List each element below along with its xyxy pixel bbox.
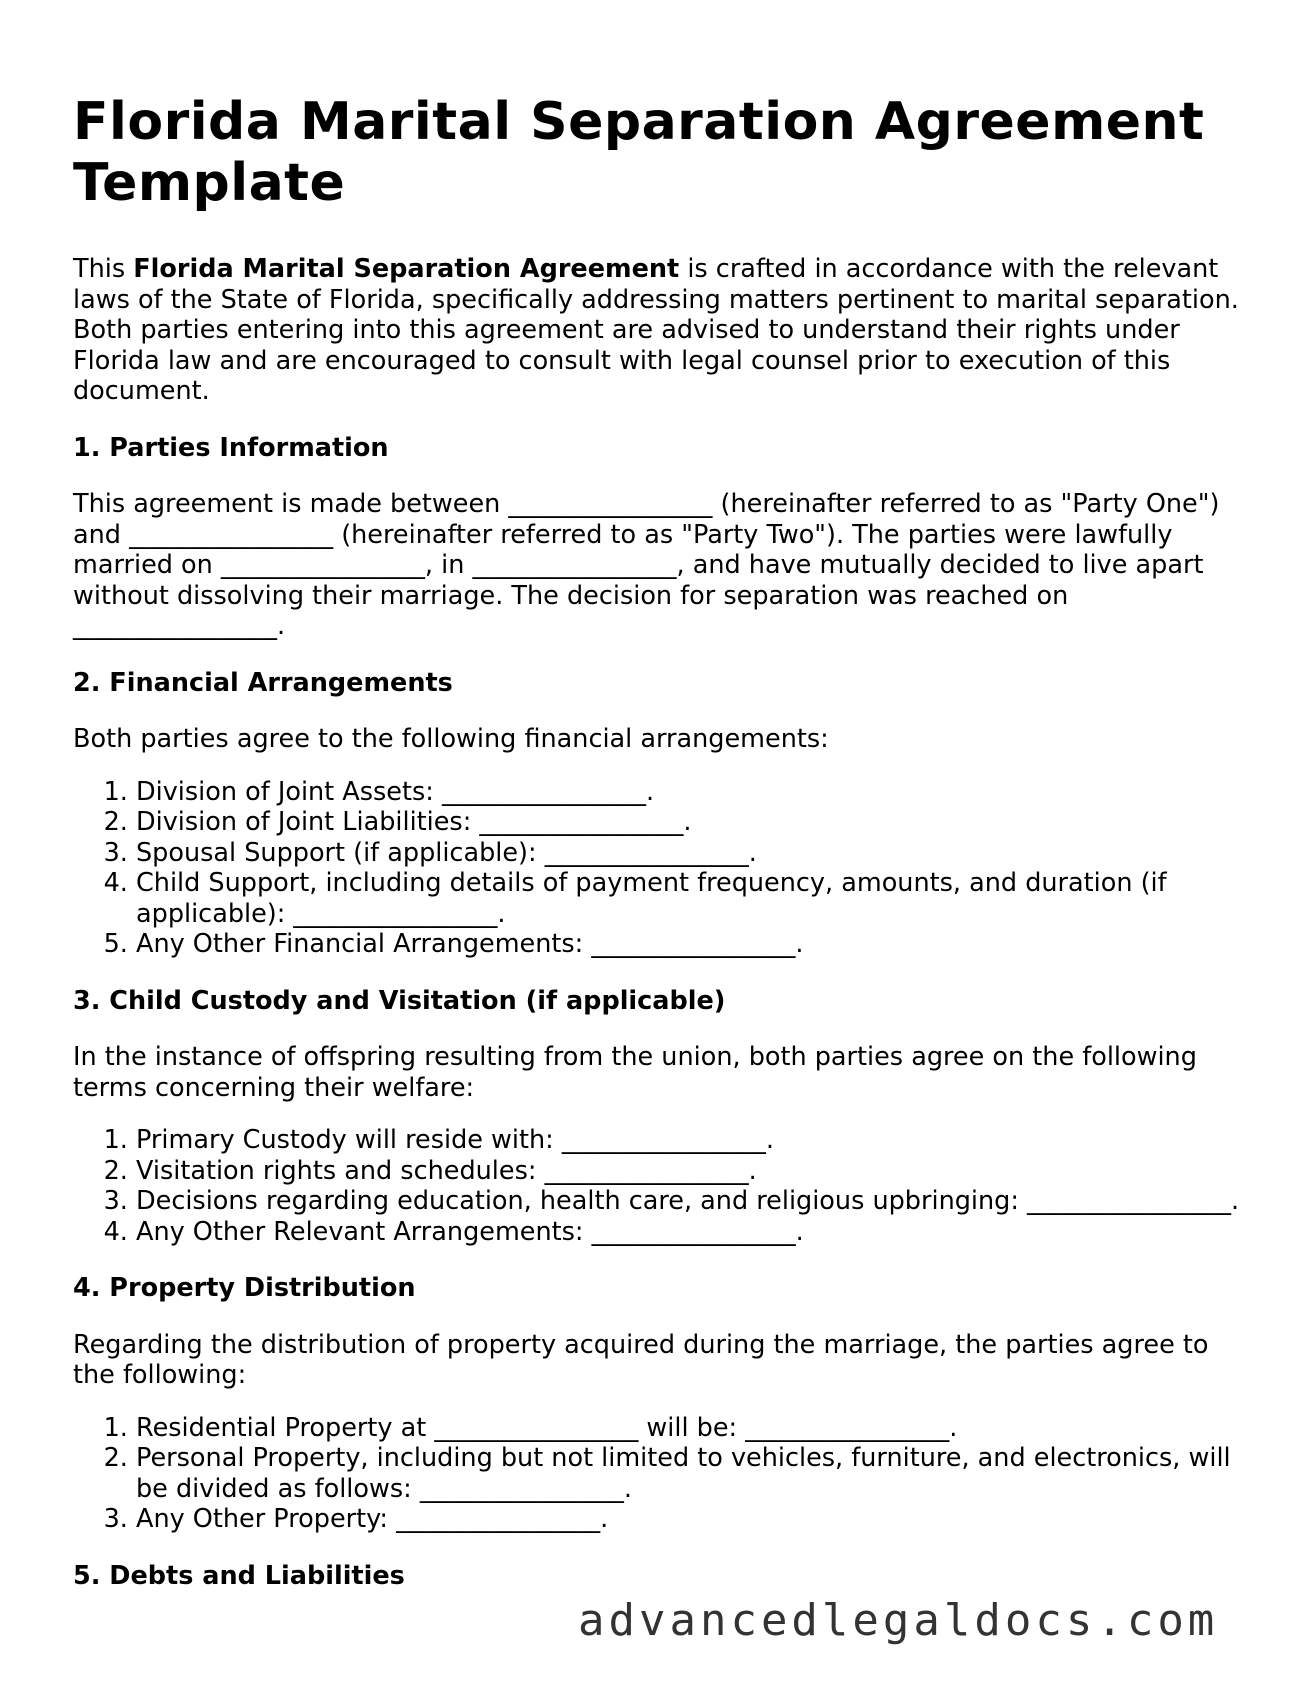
list-item-text: .: [623, 1473, 632, 1504]
child-support-blank[interactable]: ________________: [293, 898, 498, 929]
list-item-text: Personal Property, including but not limited to vehicles, furniture, and electronics, will be divided as follows:: [136, 1443, 1231, 1504]
section-4-heading: 4. Property Distribution: [73, 1273, 416, 1303]
list-item-text: Decisions regarding education, health care, and religious upbringing:: [136, 1186, 1028, 1216]
custody-list: [73, 1125, 1243, 1247]
separation-date-blank[interactable]: ________________: [73, 611, 277, 641]
list-item-text: .: [683, 807, 692, 837]
property-list: [73, 1413, 1243, 1535]
financial-intro: Both parties agree to the following financial arrangements:: [73, 724, 829, 754]
spousal-support-blank[interactable]: ________________: [544, 837, 749, 868]
parties-text: , in: [424, 550, 473, 580]
document-title: Florida Marital Separation Agreement Template: [73, 92, 1205, 213]
list-item: [136, 1413, 1243, 1444]
joint-liabilities-blank[interactable]: ________________: [479, 807, 684, 837]
residential-outcome-blank[interactable]: ________________: [745, 1412, 950, 1443]
document-page: [73, 92, 1243, 1617]
list-item: [136, 868, 1243, 929]
parties-text: (hereinafter referred to as "Party Two"). The parties were lawfully married on: [73, 519, 1173, 580]
list-item-text: .: [795, 1216, 804, 1247]
list-item-text: Residential Property at: [136, 1412, 435, 1443]
list-item-text: .: [949, 1412, 958, 1443]
intro-paragraph: [73, 254, 1243, 407]
list-item-text: .: [600, 1504, 609, 1534]
list-item-text: Any Other Property:: [136, 1504, 397, 1534]
marriage-date-blank[interactable]: ________________: [220, 550, 425, 580]
list-item: [136, 1443, 1243, 1504]
custody-intro: In the instance of offspring resulting from the union, both parties agree on the following terms concerning their welfare:: [73, 1042, 1197, 1103]
list-item-text: Spousal Support (if applicable):: [136, 837, 545, 868]
parties-text: This agreement is made between: [73, 489, 509, 519]
residential-address-blank[interactable]: ________________: [434, 1412, 639, 1443]
list-item-text: Division of Joint Liabilities:: [136, 807, 480, 837]
list-item-text: Visitation rights and schedules:: [136, 1155, 545, 1186]
section-3-heading: 3. Child Custody and Visitation (if applicable): [73, 985, 726, 1016]
section-2-heading: 2. Financial Arrangements: [73, 667, 453, 698]
list-item-text: .: [645, 776, 655, 807]
visitation-blank[interactable]: ________________: [544, 1155, 749, 1186]
list-item: [136, 1156, 1243, 1187]
list-item: [136, 1186, 1243, 1217]
joint-assets-blank[interactable]: ________________: [441, 776, 646, 807]
list-item-text: Any Other Relevant Arrangements:: [136, 1216, 592, 1247]
list-item: [136, 807, 1243, 838]
decisions-blank[interactable]: ________________: [1027, 1186, 1232, 1216]
list-item-text: Division of Joint Assets:: [136, 776, 442, 807]
list-item: [136, 929, 1243, 960]
list-item-text: .: [795, 929, 804, 959]
other-property-blank[interactable]: ________________: [396, 1504, 601, 1534]
list-item-text: .: [748, 1155, 757, 1186]
other-relevant-blank[interactable]: ________________: [591, 1216, 796, 1247]
other-financial-blank[interactable]: ________________: [591, 929, 796, 959]
intro-pre: This: [73, 254, 134, 284]
property-intro: Regarding the distribution of property acquired during the marriage, the parties agree to the following:: [73, 1329, 1209, 1390]
list-item: [136, 838, 1243, 869]
list-item: [136, 1504, 1243, 1535]
parties-text: (hereinafter referred to as "Party One") and: [73, 489, 1220, 550]
party-one-blank[interactable]: ________________: [508, 489, 713, 519]
site-watermark: advancedlegaldocs.com: [578, 1595, 1219, 1646]
financial-list: [73, 777, 1243, 960]
section-5-heading: 5. Debts and Liabilities: [73, 1560, 405, 1591]
parties-paragraph: [73, 489, 1243, 642]
party-two-blank[interactable]: ________________: [129, 519, 334, 550]
list-item-text: .: [765, 1125, 774, 1155]
list-item: [136, 777, 1243, 808]
intro-post: is crafted in accordance with the relevant laws of the State of Florida, specifically addressing matters pertinent to marital separation. Both parties entering into this agreement are advised to understand their rights under Florida law and are encouraged to consult with legal counsel prior to execution of this document.: [73, 254, 1239, 406]
list-item: [136, 1217, 1243, 1248]
personal-property-blank[interactable]: ________________: [419, 1473, 624, 1504]
list-item-text: Any Other Financial Arrangements:: [136, 929, 592, 959]
primary-custody-blank[interactable]: ________________: [561, 1125, 766, 1155]
list-item: [136, 1125, 1243, 1156]
list-item-text: .: [1231, 1186, 1240, 1216]
list-item-text: .: [497, 898, 506, 929]
list-item-text: will be:: [638, 1412, 746, 1443]
list-item-text: Primary Custody will reside with:: [136, 1125, 562, 1155]
parties-text: , and have mutually decided to live apart without dissolving their marriage. The decision for separation was reached on: [73, 550, 1204, 611]
section-1-heading: 1. Parties Information: [73, 432, 389, 463]
intro-bold: Florida Marital Separation Agreement: [133, 254, 680, 284]
list-item-text: Child Support, including details of payment frequency, amounts, and duration (if applicable):: [136, 868, 1167, 929]
list-item-text: .: [748, 837, 757, 868]
marriage-place-blank[interactable]: ________________: [472, 550, 677, 580]
parties-text: .: [277, 611, 286, 641]
